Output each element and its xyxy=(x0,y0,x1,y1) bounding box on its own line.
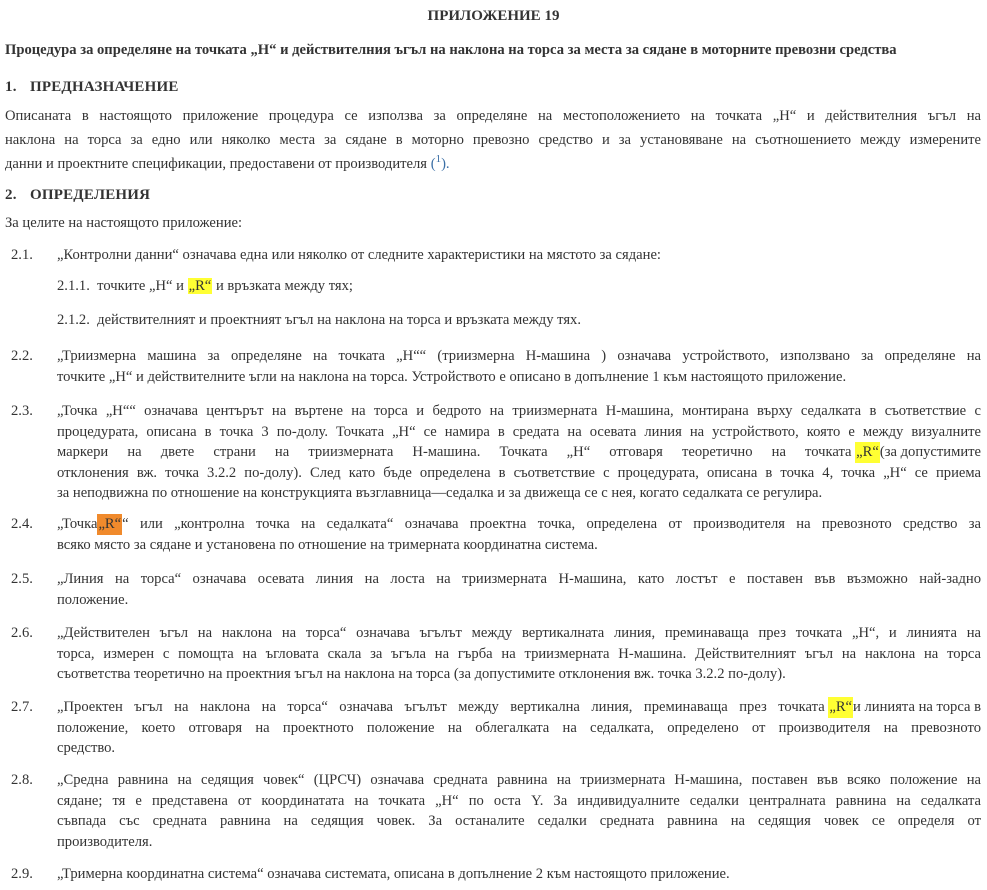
item-number: 2.8. xyxy=(11,772,33,788)
footnote-link[interactable] xyxy=(430,153,450,172)
section-2-heading xyxy=(5,185,150,205)
footnote-number[interactable]: 1 xyxy=(435,153,442,166)
item-line: положение. xyxy=(57,591,129,608)
item-number: 2.4. xyxy=(11,516,33,532)
item-number: 2.1.1. xyxy=(57,278,90,294)
section-number: 1. xyxy=(5,79,17,95)
item-line: всяко място за сядане и установена по отношение на тримерната координатна система. xyxy=(57,536,598,553)
highlighted-r-point: „R“ xyxy=(97,514,122,535)
footnote-open: ( xyxy=(430,156,436,172)
paragraph-line xyxy=(5,152,981,176)
item-text-b: (за допустимите xyxy=(879,444,981,460)
item-text: „Контролни данни“ означава една или няколко от следните характеристики на мястото за сядане: xyxy=(57,247,661,263)
paragraph-text: данни и проектните спецификации, предоставени от производителя xyxy=(5,156,428,172)
item-text-a: „Точка xyxy=(57,516,98,532)
definition-2-1-1 xyxy=(57,276,353,296)
item-line xyxy=(57,514,981,535)
section-2-intro: За целите на настоящото приложение: xyxy=(5,215,243,231)
item-line: торса, измерен с помощта на ъгловата скала за ъгъла на гърба на триизмерната H-машина. Действителният ъгъл на наклона на торса xyxy=(57,645,981,662)
paragraph-line: Описаната в настоящото приложение процедура се използва за определяне на местоположението на точката „H“ и действителния ъгъл на xyxy=(5,108,981,124)
item-text: действителният и проектният ъгъл на наклона на торса и връзката между тях. xyxy=(97,312,582,328)
item-line: точките „H“ и действителните ъгли на наклона на торса. Устройството е описано в допълнение 1 към настоящото приложение. xyxy=(57,368,847,385)
item-number: 2.5. xyxy=(11,571,33,587)
annex-title: ПРИЛОЖЕНИЕ 19 xyxy=(427,8,560,24)
section-1-heading xyxy=(5,77,179,97)
item-number: 2.2. xyxy=(11,348,33,364)
item-line: отклонения вж. точка 3.2.2 по-долу). След като бъде определена в съответствие с процедурата, описана в точка 4, точка „H“ се приема xyxy=(57,464,981,481)
highlighted-r-point: „R“ xyxy=(828,697,853,718)
item-text-b: и връзката между тях; xyxy=(212,278,353,294)
item-text-b: “ или „контролна точка на седалката“ означава проектна точка, определена от производителя на превозното средство за xyxy=(122,516,981,532)
item-line: „Линия на торса“ означава осевата линия на лоста на триизмерната H-машина, като лостът е поставен във възможно най-задно xyxy=(57,571,981,587)
item-line: „Действителен ъгъл на наклона на торса“ означава ъгълът между вертикалната линия, преминаваща през точката „H“, и линията на xyxy=(57,625,981,641)
item-text-a: точките „H“ и xyxy=(97,278,188,294)
item-line: съвпада със средната равнина на седящия човек. За останалите седалки средната равнина на седящия човек се определя от xyxy=(57,813,981,829)
item-text-a: „Проектен ъгъл на наклона на торса“ означава ъгълът между вертикална линия, преминаваща през точката xyxy=(57,699,825,715)
item-number: 2.3. xyxy=(11,403,33,419)
section-1-paragraph xyxy=(5,104,981,176)
item-line: производителя. xyxy=(57,833,153,850)
item-number: 2.6. xyxy=(11,625,33,641)
item-line: процедурата, описана в точка 3 по-долу. Точката „H“ се намира в средата на осевата линия на устройството, която е между визуалните xyxy=(57,423,981,440)
definition-2-1-2 xyxy=(57,310,581,330)
item-number: 2.7. xyxy=(11,699,33,715)
item-number: 2.9. xyxy=(11,866,33,882)
highlighted-r-point: „R“ xyxy=(855,442,880,463)
item-line: положение, което отговаря на проектното положение на облегалката на седалката, определено от производителя на превозното xyxy=(57,719,981,736)
item-line: „Триизмерна машина за определяне на точката „H““ (триизмерна H-машина ) означава устройството, използвано за определяне на xyxy=(57,348,981,364)
item-line: „Средна равнина на седящия човек“ (ЦРСЧ) означава средната равнина на триизмерната H-машина, поставен във всяко положение на xyxy=(57,772,981,788)
item-line: за неподвижна по отношение на конструкцията възглавница—седалка и за движеща се с нея, когато седалката се регулира. xyxy=(57,485,823,501)
item-line xyxy=(57,442,981,463)
section-number: 2. xyxy=(5,187,17,203)
item-line xyxy=(57,697,981,718)
annex-subtitle: Процедура за определяне на точката „H“ и действителния ъгъл на наклона на торса за места за сядане в моторните превозни средства xyxy=(5,42,897,58)
item-text: „Тримерна координатна система“ означава системата, описана в допълнение 2 към настоящото приложение. xyxy=(57,866,730,882)
item-number: 2.1. xyxy=(11,247,33,263)
section-title: ОПРЕДЕЛЕНИЯ xyxy=(30,187,151,203)
item-line: средство. xyxy=(57,740,116,756)
item-text-b: и линията на торса в xyxy=(853,699,981,715)
item-text-a: маркери на двете страни на триизмерната H-машина. Точката „H“ отговаря теоретично на точката xyxy=(57,444,852,460)
highlighted-r-point: „R“ xyxy=(188,278,212,294)
item-line: сядане; тя е представена от координатата на точката „H“ по оста Y. За индивидуалните седалки централната равнина на седалката xyxy=(57,792,981,809)
item-number: 2.1.2. xyxy=(57,312,90,328)
footnote-close: ). xyxy=(441,156,450,172)
item-line: „Точка „H““ означава центърът на въртене на торса и бедрото на триизмерната H-машина, монтирана върху седалката в съответствие с xyxy=(57,403,981,419)
paragraph-line: наклона на торса за едно или няколко места за сядане в моторно превозно средство и за установяване на съотношението между измерените xyxy=(5,132,981,148)
section-title: ПРЕДНАЗНАЧЕНИЕ xyxy=(30,79,179,95)
item-line: съответства теоретично на проектния ъгъл на наклона на торса (за допустимите отклонения вж. точка 3.2.2 по-долу). xyxy=(57,666,786,682)
